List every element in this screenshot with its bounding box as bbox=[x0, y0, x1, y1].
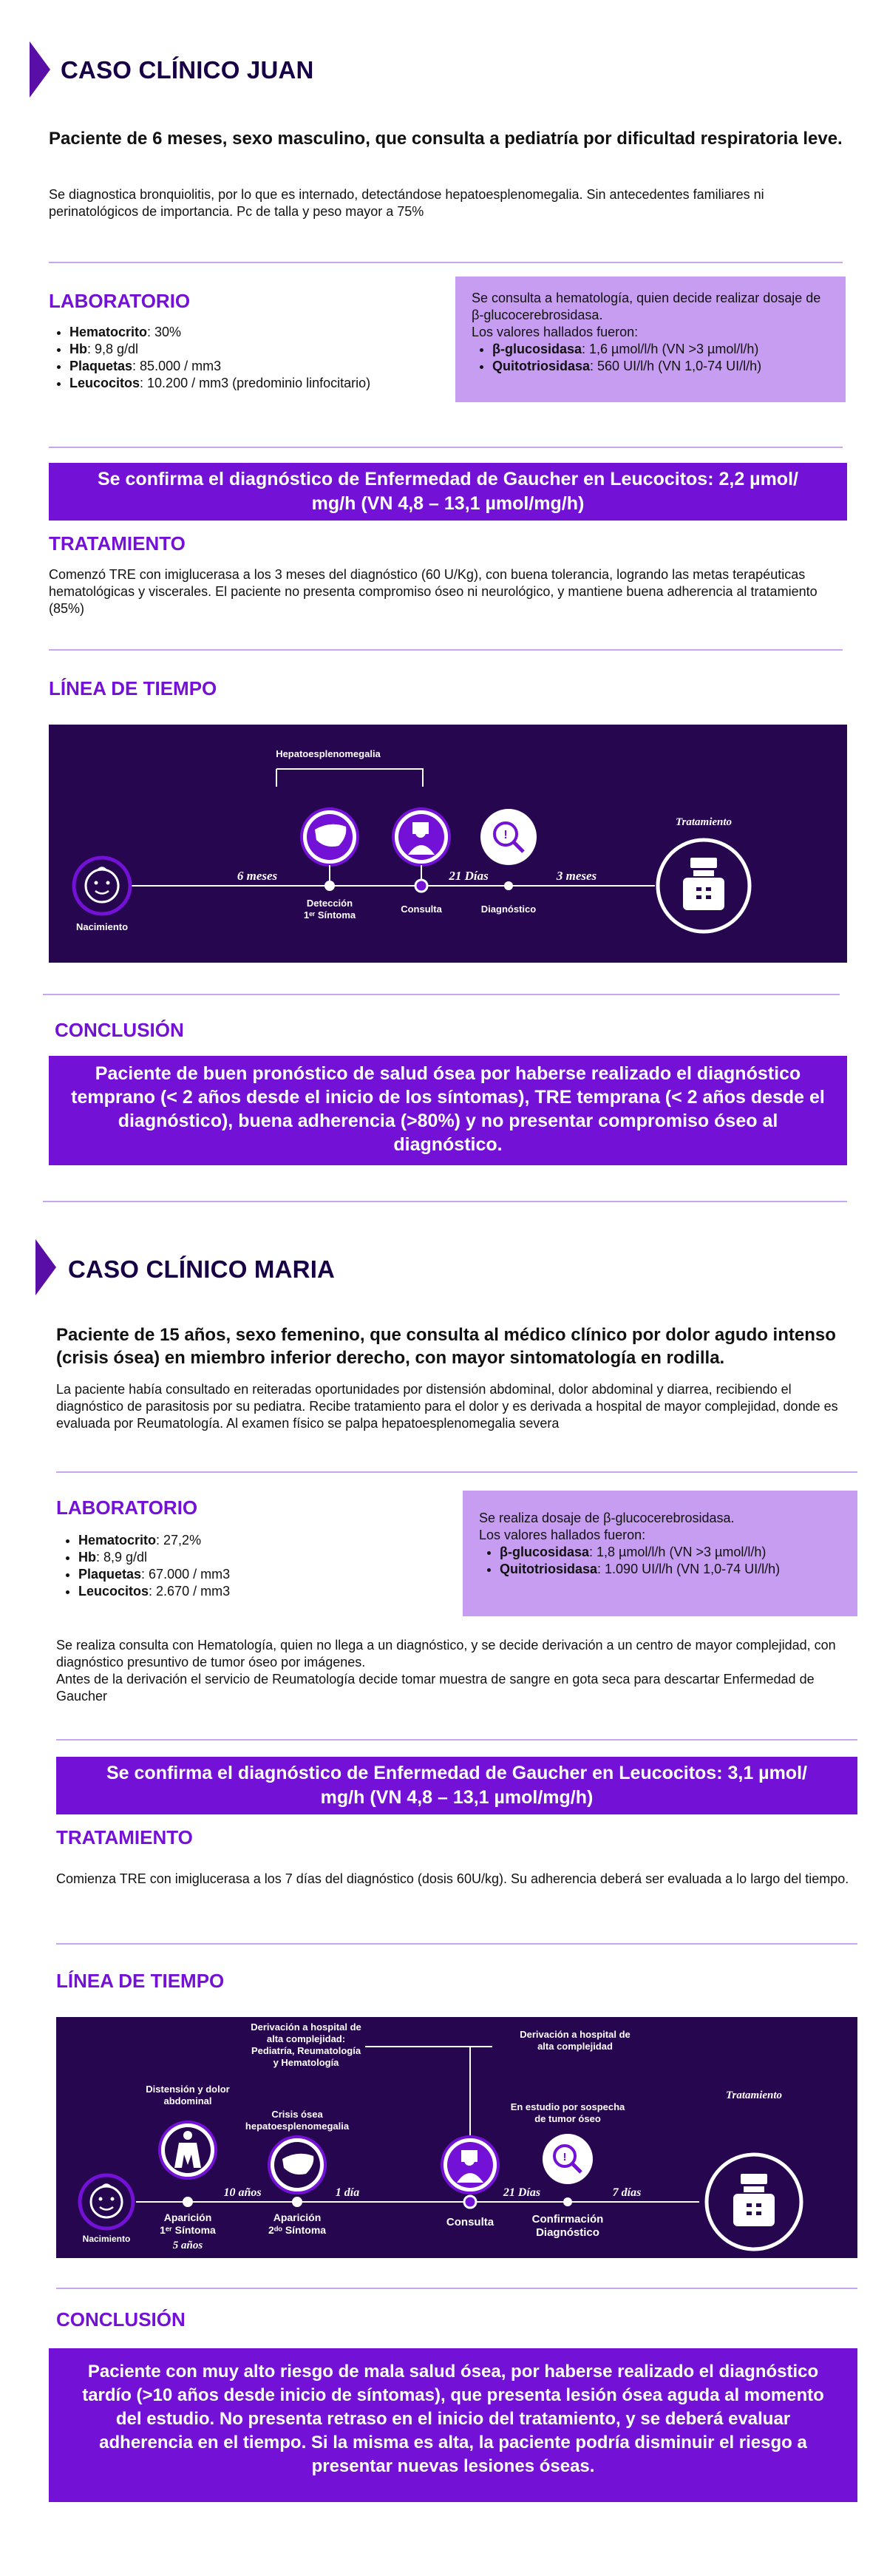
tl-appear2-label: Aparición bbox=[273, 2211, 322, 2223]
divider bbox=[49, 447, 843, 448]
tl-bracket bbox=[276, 769, 423, 787]
tl-deriv1-label-4: y Hematología bbox=[273, 2057, 339, 2068]
tl-dot bbox=[563, 2197, 572, 2206]
tl-appear1-age: 5 años bbox=[172, 2240, 203, 2251]
liver-icon bbox=[302, 809, 358, 865]
lab-item: • Leucocitos: 10.200 / mm3 (predominio linfocitario) bbox=[69, 375, 483, 392]
lab-item: • Hematocrito: 27,2% bbox=[78, 1532, 463, 1549]
tl-study-label: En estudio por sospecha bbox=[510, 2101, 625, 2112]
tl-dot bbox=[292, 2197, 302, 2207]
baby-icon bbox=[74, 858, 130, 914]
case2-paragraph: Antes de la derivación el servicio de Reumatología decide tomar muestra de sangre en gota seca para descartar Enfermedad de Gaucher bbox=[56, 1672, 815, 1704]
case1-title: CASO CLÍNICO JUAN bbox=[61, 56, 314, 84]
case2-timeline-heading: LÍNEA DE TIEMPO bbox=[56, 1970, 225, 1992]
svg-text:!: ! bbox=[563, 2151, 567, 2163]
lab-box-found: Los valores hallados fueron: bbox=[472, 325, 639, 339]
tl-deriv1-label-3: Pediatría, Reumatología bbox=[251, 2045, 361, 2056]
abdomen-pain-icon bbox=[160, 2122, 216, 2178]
case1-diagnosis-banner: Se confirma el diagnóstico de Enfermedad de Gaucher en Leucocitos: 2,2 µmol/ mg/h (VN 4,8 – 13,1 µmol/mg/h) bbox=[49, 463, 847, 521]
case2-intro: La paciente había consultado en reiteradas oportunidades por distensión abdominal, dolor abdominal y diarrea, recibiendo el diagnóstico de parasitosis por su pediatra. Recibe tratamiento para el dolor y es derivada a hospital de mayor complejidad, donde es evaluada por Reumatología. Al examen físico se palpa hepatoesplenomegalia severa bbox=[56, 1382, 838, 1431]
medicine-bottle-icon bbox=[707, 2155, 801, 2249]
divider bbox=[49, 262, 843, 263]
divider bbox=[56, 1739, 857, 1741]
case2-lab-box bbox=[463, 1491, 857, 1616]
tl-abd-label: Distensión y dolor bbox=[146, 2084, 230, 2095]
liver-icon bbox=[269, 2137, 325, 2193]
case1-treatment-heading: TRATAMIENTO bbox=[49, 532, 186, 555]
lab-box-item: • Quitotriosidasa: 1.090 UI/l/h (VN 1,0-74 UI/l/h) bbox=[500, 1561, 841, 1578]
tl-detect-label: Detección bbox=[306, 898, 353, 909]
tl-treatment-label: Tratamiento bbox=[675, 816, 733, 828]
tl-consult-label: Consulta bbox=[401, 904, 442, 915]
divider bbox=[56, 1943, 857, 1945]
case1-lead: Paciente de 6 meses, sexo masculino, que consulta a pediatría por dificultad respiratoria leve. bbox=[49, 129, 843, 149]
case2-timeline bbox=[56, 2017, 857, 2258]
tl-consult-label: Consulta bbox=[446, 2216, 495, 2228]
lab-box-item: • β-glucosidasa: 1,6 µmol/l/h (VN >3 µmol/l/h) bbox=[492, 341, 829, 358]
tl-deriv2-label: Derivación a hospital de bbox=[520, 2029, 631, 2040]
tl-gap-label: 6 meses bbox=[237, 869, 278, 883]
tl-birth-label: Nacimiento bbox=[75, 921, 129, 932]
case1-conclusion: Paciente de buen pronóstico de salud ósea por haberse realizado el diagnóstico temprano (< 2 años desde el inicio de los síntomas), TRE temprana (< 2 años desde el diagnóstico), buena adherencia (>80%) y no presentar compromiso óseo al diagnóstico. bbox=[49, 1056, 847, 1165]
case1-lab-heading: LABORATORIO bbox=[49, 290, 191, 312]
doctor-icon bbox=[393, 809, 449, 865]
tl-hepato-label: Hepatoesplenomegalia bbox=[276, 748, 381, 759]
tl-appear1-label-2: 1ᵉʳ Síntoma bbox=[160, 2224, 216, 2236]
lab-box-text: Se realiza dosaje de β-glucocerebrosidasa. bbox=[479, 1511, 735, 1525]
doctor-icon bbox=[442, 2137, 498, 2193]
tl-confirm-label: Confirmación bbox=[531, 2213, 604, 2226]
case1-timeline-graphic bbox=[49, 725, 847, 963]
divider bbox=[43, 994, 840, 995]
tl-crisis-label: Crisis ósea bbox=[271, 2109, 323, 2120]
tl-gap-label: 21 Días bbox=[503, 2186, 541, 2199]
lab-item: • Leucocitos: 2.670 / mm3 bbox=[78, 1583, 463, 1600]
title-marker-icon bbox=[35, 1239, 56, 1295]
tl-appear2-label-2: 2ᵈᵒ Síntoma bbox=[268, 2224, 327, 2236]
tl-diag-label: Diagnóstico bbox=[480, 904, 537, 915]
case2-timeline-main bbox=[56, 2017, 857, 2258]
lab-box-item: • β-glucosidasa: 1,8 µmol/l/h (VN >3 µmol/l/h) bbox=[500, 1544, 841, 1561]
case2-lead: Paciente de 15 años, sexo femenino, que consulta al médico clínico por dolor agudo intenso (crisis ósea) en miembro inferior derecho, con mayor sintomatología en rodilla. bbox=[56, 1325, 836, 1368]
magnifier-icon bbox=[543, 2134, 593, 2184]
tl-deriv1-label: Derivación a hospital de bbox=[251, 2021, 361, 2033]
case1-treatment-text: Comenzó TRE con imiglucerasa a los 3 meses del diagnóstico (60 U/Kg), con buena tolerancia, logrando las metas terapéuticas hematológicas y viscerales. El paciente no presenta compromiso óseo ni neurológico, y mantiene buena adherencia al tratamiento (85%) bbox=[49, 567, 818, 616]
tl-dot bbox=[415, 880, 427, 892]
tl-gap-label: 1 día bbox=[335, 2186, 360, 2199]
tl-study-label-2: de tumor óseo bbox=[534, 2113, 601, 2124]
lab-box-text: Se consulta a hematología, quien decide realizar dosaje de β-glucocerebrosidasa. bbox=[472, 291, 821, 322]
lab-box-found: Los valores hallados fueron: bbox=[479, 1528, 646, 1542]
lab-box-item: • Quitotriosidasa: 560 UI/l/h (VN 1,0-74 UI/l/h) bbox=[492, 358, 829, 375]
divider bbox=[56, 2288, 857, 2289]
tl-abd-label-2: abdominal bbox=[163, 2095, 212, 2106]
title-marker-icon bbox=[30, 41, 50, 98]
case2-diagnosis-banner: Se confirma el diagnóstico de Enfermedad de Gaucher en Leucocitos: 3,1 µmol/ mg/h (VN 4,8 – 13,1 µmol/mg/h) bbox=[56, 1757, 857, 1814]
tl-treatment-label: Tratamiento bbox=[725, 2089, 783, 2101]
tl-gap-label: 10 años bbox=[223, 2186, 262, 2199]
baby-icon bbox=[80, 2175, 133, 2228]
svg-text:!: ! bbox=[503, 829, 508, 841]
case2-lab-heading: LABORATORIO bbox=[56, 1497, 198, 1519]
magnifier-icon bbox=[480, 809, 537, 865]
case2-title: CASO CLÍNICO MARIA bbox=[68, 1255, 336, 1283]
case2-conclusion-heading: CONCLUSIÓN bbox=[56, 2308, 186, 2331]
case2-conclusion: Paciente con muy alto riesgo de mala salud ósea, por haberse realizado el diagnóstico tardío (>10 años desde inicio de síntomas), que presenta lesión ósea aguda al momento del estudio. No presenta retraso en el inicio del tratamiento, y se deberá evaluar adherencia en el tiempo. Si la misma es alta, la paciente podría disminuir el riesgo a presentar nuevas lesiones óseas. bbox=[49, 2348, 857, 2502]
tl-dot bbox=[183, 2197, 193, 2207]
case2-treatment-heading: TRATAMIENTO bbox=[56, 1826, 193, 1848]
case1-intro: Se diagnostica bronquiolitis, por lo que es internado, detectándose hepatoesplenomegalia. Sin antecedentes familiares ni perinatológicos de importancia. Pc de talla y peso mayor a 75% bbox=[49, 187, 764, 219]
lab-item: • Hb: 9,8 g/dl bbox=[69, 341, 483, 358]
case1-lab-box bbox=[455, 277, 846, 402]
case1-timeline bbox=[49, 725, 847, 963]
tl-detect-label-2: 1ᵉʳ Síntoma bbox=[303, 909, 356, 921]
divider bbox=[43, 1201, 847, 1202]
case1-lab-list bbox=[49, 324, 483, 392]
lab-item: • Plaquetas: 67.000 / mm3 bbox=[78, 1566, 463, 1583]
tl-dot bbox=[464, 2196, 476, 2208]
case2-treatment-text: Comienza TRE con imiglucerasa a los 7 días del diagnóstico (dosis 60U/kg). Su adherencia deberá ser evaluada a lo largo del tiempo. bbox=[56, 1871, 849, 1886]
case1-conclusion-heading: CONCLUSIÓN bbox=[55, 1019, 184, 1041]
tl-confirm-label-2: Diagnóstico bbox=[536, 2226, 599, 2239]
divider bbox=[49, 649, 843, 651]
tl-gap-label: 7 días bbox=[612, 2186, 642, 2199]
case2-paragraph: Se realiza consulta con Hematología, quien no llega a un diagnóstico, y se decide derivación a un centro de mayor complejidad, con diagnóstico presuntivo de tumor óseo por imágenes. bbox=[56, 1638, 836, 1670]
tl-appear1-label: Aparición bbox=[163, 2211, 212, 2223]
tl-deriv2-label-2: alta complejidad bbox=[537, 2041, 613, 2052]
tl-deriv1-label-2: alta complejidad: bbox=[266, 2033, 346, 2044]
case1-timeline-heading: LÍNEA DE TIEMPO bbox=[49, 677, 217, 699]
tl-crisis-label-2: hepatoesplenomegalia bbox=[245, 2121, 350, 2132]
tl-dot bbox=[504, 881, 513, 890]
tl-gap-label: 21 Días bbox=[449, 869, 489, 883]
tl-gap-label: 3 meses bbox=[556, 869, 597, 883]
medicine-bottle-icon bbox=[658, 840, 750, 932]
tl-dot bbox=[324, 881, 335, 891]
lab-item: • Plaquetas: 85.000 / mm3 bbox=[69, 358, 483, 375]
case2-lab-list bbox=[58, 1532, 463, 1600]
lab-item: • Hematocrito: 30% bbox=[69, 324, 483, 341]
divider bbox=[56, 1471, 857, 1473]
tl-birth-label: Nacimiento bbox=[82, 2234, 131, 2244]
lab-item: • Hb: 8,9 g/dl bbox=[78, 1549, 463, 1566]
